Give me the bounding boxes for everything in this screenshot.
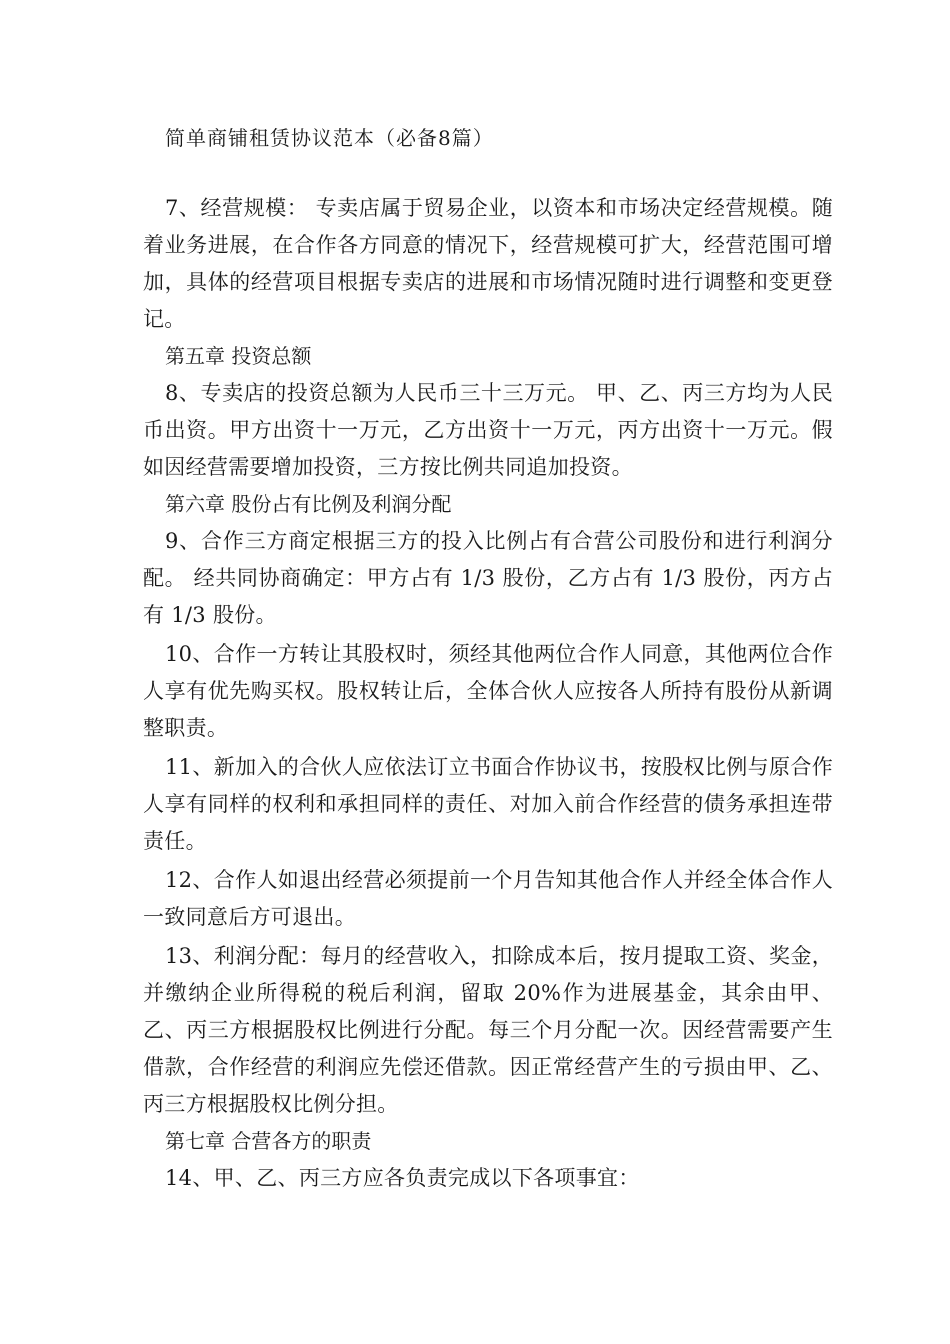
chapter-heading-6: 第六章 股份占有比例及利润分配 [165,492,452,516]
chapter-heading-7: 第七章 合营各方的职责 [165,1129,372,1153]
document-body [143,190,833,1197]
clause-8: 8、专卖店的投资总额为人民币三十三万元。 甲、乙、丙三方均为人民币出资。甲方出资十一万元，乙方出资十一万元，丙方出资十一万元。假如因经营需要增加投资，三方按比例共同追加投资。 [143,381,833,479]
clause-13: 13、利润分配：每月的经营收入，扣除成本后，按月提取工资、奖金，并缴纳企业所得税的税后利润，留取 20%作为进展基金，其余由甲、乙、丙三方根据股权比例进行分配。每三个月分配一次。因经营需要产生借款，合作经营的利润应先偿还借款。因正常经营产生的亏损由甲、乙、丙三方根据股权比例分担。 [143,944,833,1116]
chapter-heading-5: 第五章 投资总额 [165,344,312,368]
clause-12: 12、合作人如退出经营必须提前一个月告知其他合作人并经全体合作人一致同意后方可退出。 [143,868,833,929]
clause-11: 11、新加入的合伙人应依法订立书面合作协议书，按股权比例与原合作人享有同样的权利和承担同样的责任、对加入前合作经营的债务承担连带责任。 [143,755,833,853]
clause-7: 7、经营规模： 专卖店属于贸易企业，以资本和市场决定经营规模。随着业务进展，在合作各方同意的情况下，经营规模可扩大，经营范围可增加，具体的经营项目根据专卖店的进展和市场情况随时进行调整和变更登记。 [143,196,833,331]
clause-14: 14、甲、乙、丙三方应各负责完成以下各项事宜： [165,1166,640,1190]
document-title: 简单商铺租赁协议范本（必备8篇） [165,126,494,150]
clause-9: 9、合作三方商定根据三方的投入比例占有合营公司股份和进行利润分配。 经共同协商确定：甲方占有 1/3 股份，乙方占有 1/3 股份，丙方占有 1/3 股份。 [143,529,833,627]
clause-10: 10、合作一方转让其股权时，须经其他两位合作人同意，其他两位合作人享有优先购买权。股权转让后，全体合伙人应按各人所持有股份从新调整职责。 [143,642,833,740]
